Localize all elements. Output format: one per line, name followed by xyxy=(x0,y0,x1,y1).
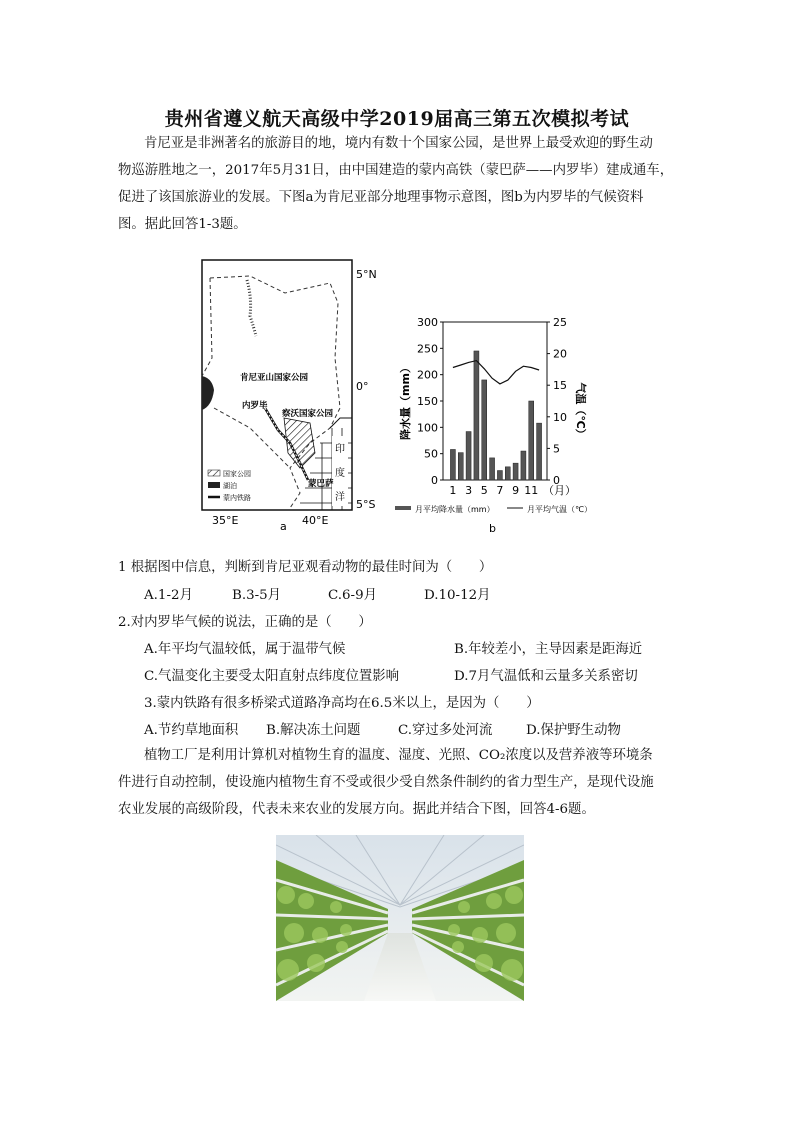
y-right-tick-label: 10 xyxy=(553,410,567,424)
intro2-line-2: 件进行自动控制，使设施内植物生育不受或很少受自然条件制约的省力型生产，是现代设施 xyxy=(118,775,654,790)
y-right-tick-label: 0 xyxy=(553,474,560,487)
q3-option-c: C.穿过多处河流 xyxy=(398,723,493,738)
q2-option-d: D.7月气温低和云量多关系密切 xyxy=(454,669,638,684)
legend-lake-label: 湖泊 xyxy=(223,482,237,490)
q1-option-a: A.1-2月 xyxy=(144,588,193,603)
precip-bar xyxy=(537,423,542,480)
y-left-tick-label: 250 xyxy=(417,342,438,356)
y-right-tick-label: 15 xyxy=(553,379,567,393)
intro2-line-1: 植物工厂是利用计算机对植物生育的温度、湿度、光照、CO₂浓度以及营养液等环境条 xyxy=(144,748,653,763)
x-tick-label: 11 xyxy=(524,484,539,497)
question-3-stem: 3.蒙内铁路有很多桥梁式道路净高均在6.5米以上，是因为（ ） xyxy=(144,696,540,711)
precip-bar xyxy=(458,453,463,480)
precip-bar xyxy=(474,351,479,480)
ocean-char-1: 印 xyxy=(335,444,345,455)
kenya-border-west xyxy=(202,278,212,376)
q3-option-b: B.解决冻土问题 xyxy=(266,723,361,738)
precip-bar xyxy=(490,458,495,480)
lake-turkana xyxy=(247,280,256,336)
legend-park-label: 国家公园 xyxy=(223,470,251,478)
lat-5s-label: 5°S xyxy=(356,498,376,511)
q3-option-a: A.节约草地面积 xyxy=(144,723,239,738)
y-right-tick-label: 5 xyxy=(553,442,560,456)
x-tick-label: 9 xyxy=(512,484,520,497)
chart-figure-label: b xyxy=(489,522,496,535)
precip-bar xyxy=(513,463,518,480)
y-left-axis-label: 降水量（mm） xyxy=(399,362,412,440)
precip-bar xyxy=(521,451,526,480)
y-left-tick-label: 300 xyxy=(417,316,438,329)
q3-option-d: D.保护野生动物 xyxy=(526,723,621,738)
legend-lake-swatch xyxy=(208,482,220,488)
q1-option-c: C.6-9月 xyxy=(328,588,377,603)
kenya-map xyxy=(190,258,400,536)
precip-bar xyxy=(497,471,502,480)
ocean-char-2: 度 xyxy=(335,468,345,479)
q2-option-a: A.年平均气温较低，属于温带气候 xyxy=(144,642,346,657)
lat-0-label: 0° xyxy=(356,380,369,393)
legend-temp-label: 月平均气温（℃） xyxy=(527,505,592,514)
ocean-char-3: 洋 xyxy=(335,492,345,503)
nairobi-climate-chart xyxy=(395,312,615,537)
y-right-tick-label: 25 xyxy=(553,316,567,329)
y-left-tick-label: 100 xyxy=(417,421,438,435)
q1-option-d: D.10-12月 xyxy=(424,588,491,603)
intro-paragraph-2 xyxy=(118,742,684,823)
intro1-line-2: 物巡游胜地之一，2017年5月31日，由中国建造的蒙内高铁（蒙巴萨——内罗毕）建成通车， xyxy=(118,163,674,178)
map-figure-label: a xyxy=(280,520,287,533)
intro-paragraph-1 xyxy=(118,130,684,238)
page-title: 贵州省遵义航天高级中学2019届高三第五次模拟考试 xyxy=(164,108,630,130)
plant-factory-photo xyxy=(276,835,524,1001)
mtkenya-park-label: 肯尼亚山国家公园 xyxy=(240,373,309,383)
coastline xyxy=(330,418,352,428)
nairobi-label: 内罗毕 xyxy=(242,401,268,411)
precip-bar xyxy=(529,401,534,480)
x-tick-label: 7 xyxy=(496,484,504,497)
q1-option-b: B.3-5月 xyxy=(232,588,282,603)
legend-precip-swatch xyxy=(395,506,411,510)
lat-5n-label: 5°N xyxy=(356,268,377,281)
y-left-tick-label: 0 xyxy=(431,474,438,487)
x-tick-label: 5 xyxy=(480,484,488,497)
x-unit-label: （月） xyxy=(543,484,576,497)
legend-park-swatch xyxy=(208,470,220,476)
legend-rail-label: 蒙内铁路 xyxy=(223,494,251,502)
mombasa-label: 蒙巴萨 xyxy=(308,479,334,489)
x-tick-label: 1 xyxy=(449,484,457,497)
precip-bar xyxy=(505,467,510,480)
q2-option-b: B.年较差小，主导因素是距海近 xyxy=(454,642,643,657)
intro1-line-1: 肯尼亚是非洲著名的旅游目的地，境内有数十个国家公园，是世界上最受欢迎的野生动 xyxy=(144,136,653,151)
precip-bar xyxy=(450,449,455,480)
precip-bar xyxy=(482,380,487,480)
temperature-line xyxy=(453,361,539,384)
y-left-tick-label: 150 xyxy=(417,395,438,408)
precip-bar xyxy=(466,432,471,480)
intro1-line-3: 促进了该国旅游业的发展。下图a为肯尼亚部分地理事物示意图，图b为内罗毕的气候资料 xyxy=(118,190,644,205)
kenya-border-south xyxy=(214,408,290,468)
question-1-stem: 1 根据图中信息，判断到肯尼亚观看动物的最佳时间为（ ） xyxy=(118,560,493,575)
intro2-line-3: 农业发展的高级阶段，代表未来农业的发展方向。据此并结合下图，回答4-6题。 xyxy=(118,802,595,817)
y-right-tick-label: 20 xyxy=(553,347,567,361)
lon-35-label: 35°E xyxy=(212,514,239,527)
y-left-tick-label: 200 xyxy=(417,368,438,382)
y-right-axis-label: 气温（℃） xyxy=(574,382,587,440)
intro1-line-4: 图。据此回答1-3题。 xyxy=(118,217,247,232)
x-tick-label: 3 xyxy=(465,484,473,497)
q2-option-c: C.气温变化主要受太阳直射点纬度位置影响 xyxy=(144,669,400,684)
legend-precip-label: 月平均降水量（mm） xyxy=(415,505,495,514)
tsavo-park-label: 察沃国家公园 xyxy=(282,409,334,419)
y-left-tick-label: 50 xyxy=(424,447,438,461)
question-2-stem: 2.对内罗毕气候的说法，正确的是（ ） xyxy=(118,615,372,630)
lake-victoria xyxy=(202,376,214,410)
lon-40-label: 40°E xyxy=(302,514,329,527)
